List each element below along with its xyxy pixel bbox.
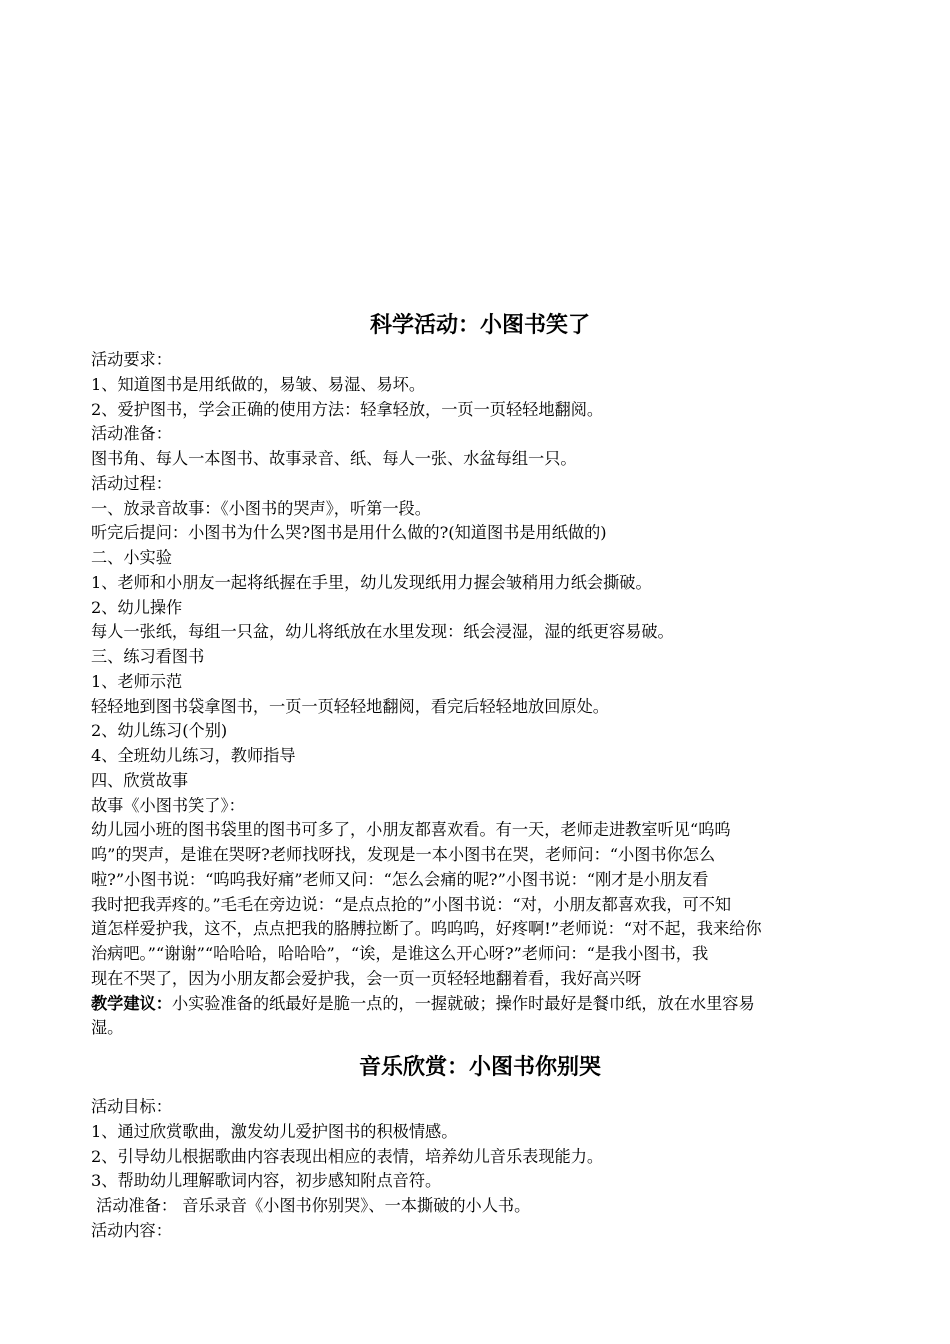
text-line: 一、放录音故事：《小图书的哭声》，听第一段。: [91, 498, 431, 518]
text-line: 活动准备：: [91, 424, 172, 444]
text-line: 故事《小图书笑了》：: [91, 795, 245, 815]
text-line: 3、帮助幼儿理解歌词内容，初步感知附点音符。: [91, 1171, 442, 1191]
text-line: 每人一张纸，每组一只盆，幼儿将纸放在水里发现：纸会浸湿，湿的纸更容易破。: [91, 622, 674, 642]
text-line: 二、小实验: [91, 548, 172, 567]
activity-content-line: 活动内容：: [91, 1220, 172, 1240]
text-line: 听完后提问：小图书为什么哭?图书是用什么做的?(知道图书是用纸做的): [91, 523, 607, 543]
text-line: 2、爱护图书，学会正确的使用方法：轻拿轻放，一页一页轻轻地翻阅。: [91, 399, 604, 419]
story-line: 呜”的哭声，是谁在哭呀?老师找呀找，发现是一本小图书在哭，老师问：“小图书你怎么: [91, 845, 716, 864]
section1-body: [91, 348, 861, 1041]
section1-title: 科学活动：小图书笑了: [369, 313, 590, 338]
story-paragraph: [91, 818, 861, 991]
story-line: 现在不哭了，因为小朋友都会爱护我，会一页一页轻轻地翻着看，我好高兴呀: [91, 968, 642, 988]
text-line: 1、老师和小朋友一起将纸握在手里，幼儿发现纸用力握会皱稍用力纸会撕破。: [91, 572, 652, 592]
story-line: 啦?”小图书说：“呜呜我好痛”老师又问：“怎么会痛的呢?”小图书说：“刚才是小朋友看: [91, 869, 709, 889]
text-line: 1、老师示范: [91, 671, 183, 691]
activity-prep-line: 活动准备： 音乐录音《小图书你别哭》、一本撕破的小人书。: [91, 1196, 531, 1215]
document-page: [91, 308, 861, 1244]
text-line: 轻轻地到图书袋拿图书，一页一页轻轻地翻阅，看完后轻轻地放回原处。: [91, 696, 609, 716]
story-line: 我时把我弄疼的。”毛毛在旁边说：“是点点抢的”小图书说：“对，小朋友都喜欢我，可不知: [91, 894, 732, 914]
story-line: 幼儿园小班的图书袋里的图书可多了，小朋友都喜欢看。有一天，老师走进教室听见“呜呜: [91, 820, 731, 840]
text-line: 活动要求：: [91, 350, 172, 369]
text-line: 四、欣赏故事: [91, 770, 189, 790]
suggestion-tail: 湿。: [91, 1018, 124, 1038]
story-line: 治病吧。”“谢谢”“哈哈哈，哈哈哈”，“诶，是谁这么开心呀?”老师问：“是我小图书，我: [91, 944, 709, 963]
text-line: 图书角、每人一本图书、故事录音、纸、每人一张、水盆每组一只。: [91, 449, 577, 468]
text-line: 活动过程：: [91, 473, 172, 493]
text-line: 2、幼儿练习(个别): [91, 721, 228, 741]
story-line: 道怎样爱护我，这不，点点把我的胳膊拉断了。呜呜呜，好疼啊!”老师说：“对不起，我来给你: [91, 919, 762, 939]
section2-body: [91, 1095, 861, 1244]
teaching-suggestion: [91, 992, 861, 1017]
text-line: 活动目标：: [91, 1097, 172, 1116]
suggestion-label: 教学建议：: [91, 993, 172, 1013]
text-line: 1、通过欣赏歌曲，激发幼儿爱护图书的积极情感。: [91, 1121, 458, 1141]
text-line: 三、练习看图书: [91, 647, 205, 666]
suggestion-text: 小实验准备的纸最好是脆一点的，一握就破；操作时最好是餐巾纸，放在水里容易: [171, 993, 755, 1013]
text-line: 2、幼儿操作: [91, 597, 183, 617]
section2-title: 音乐欣赏：小图书你别哭: [358, 1055, 601, 1080]
text-line: 2、引导幼儿根据歌曲内容表现出相应的表情，培养幼儿音乐表现能力。: [91, 1146, 604, 1166]
text-line: 1、知道图书是用纸做的，易皱、易湿、易坏。: [91, 374, 426, 394]
text-line: 4、全班幼儿练习，教师指导: [91, 746, 296, 765]
